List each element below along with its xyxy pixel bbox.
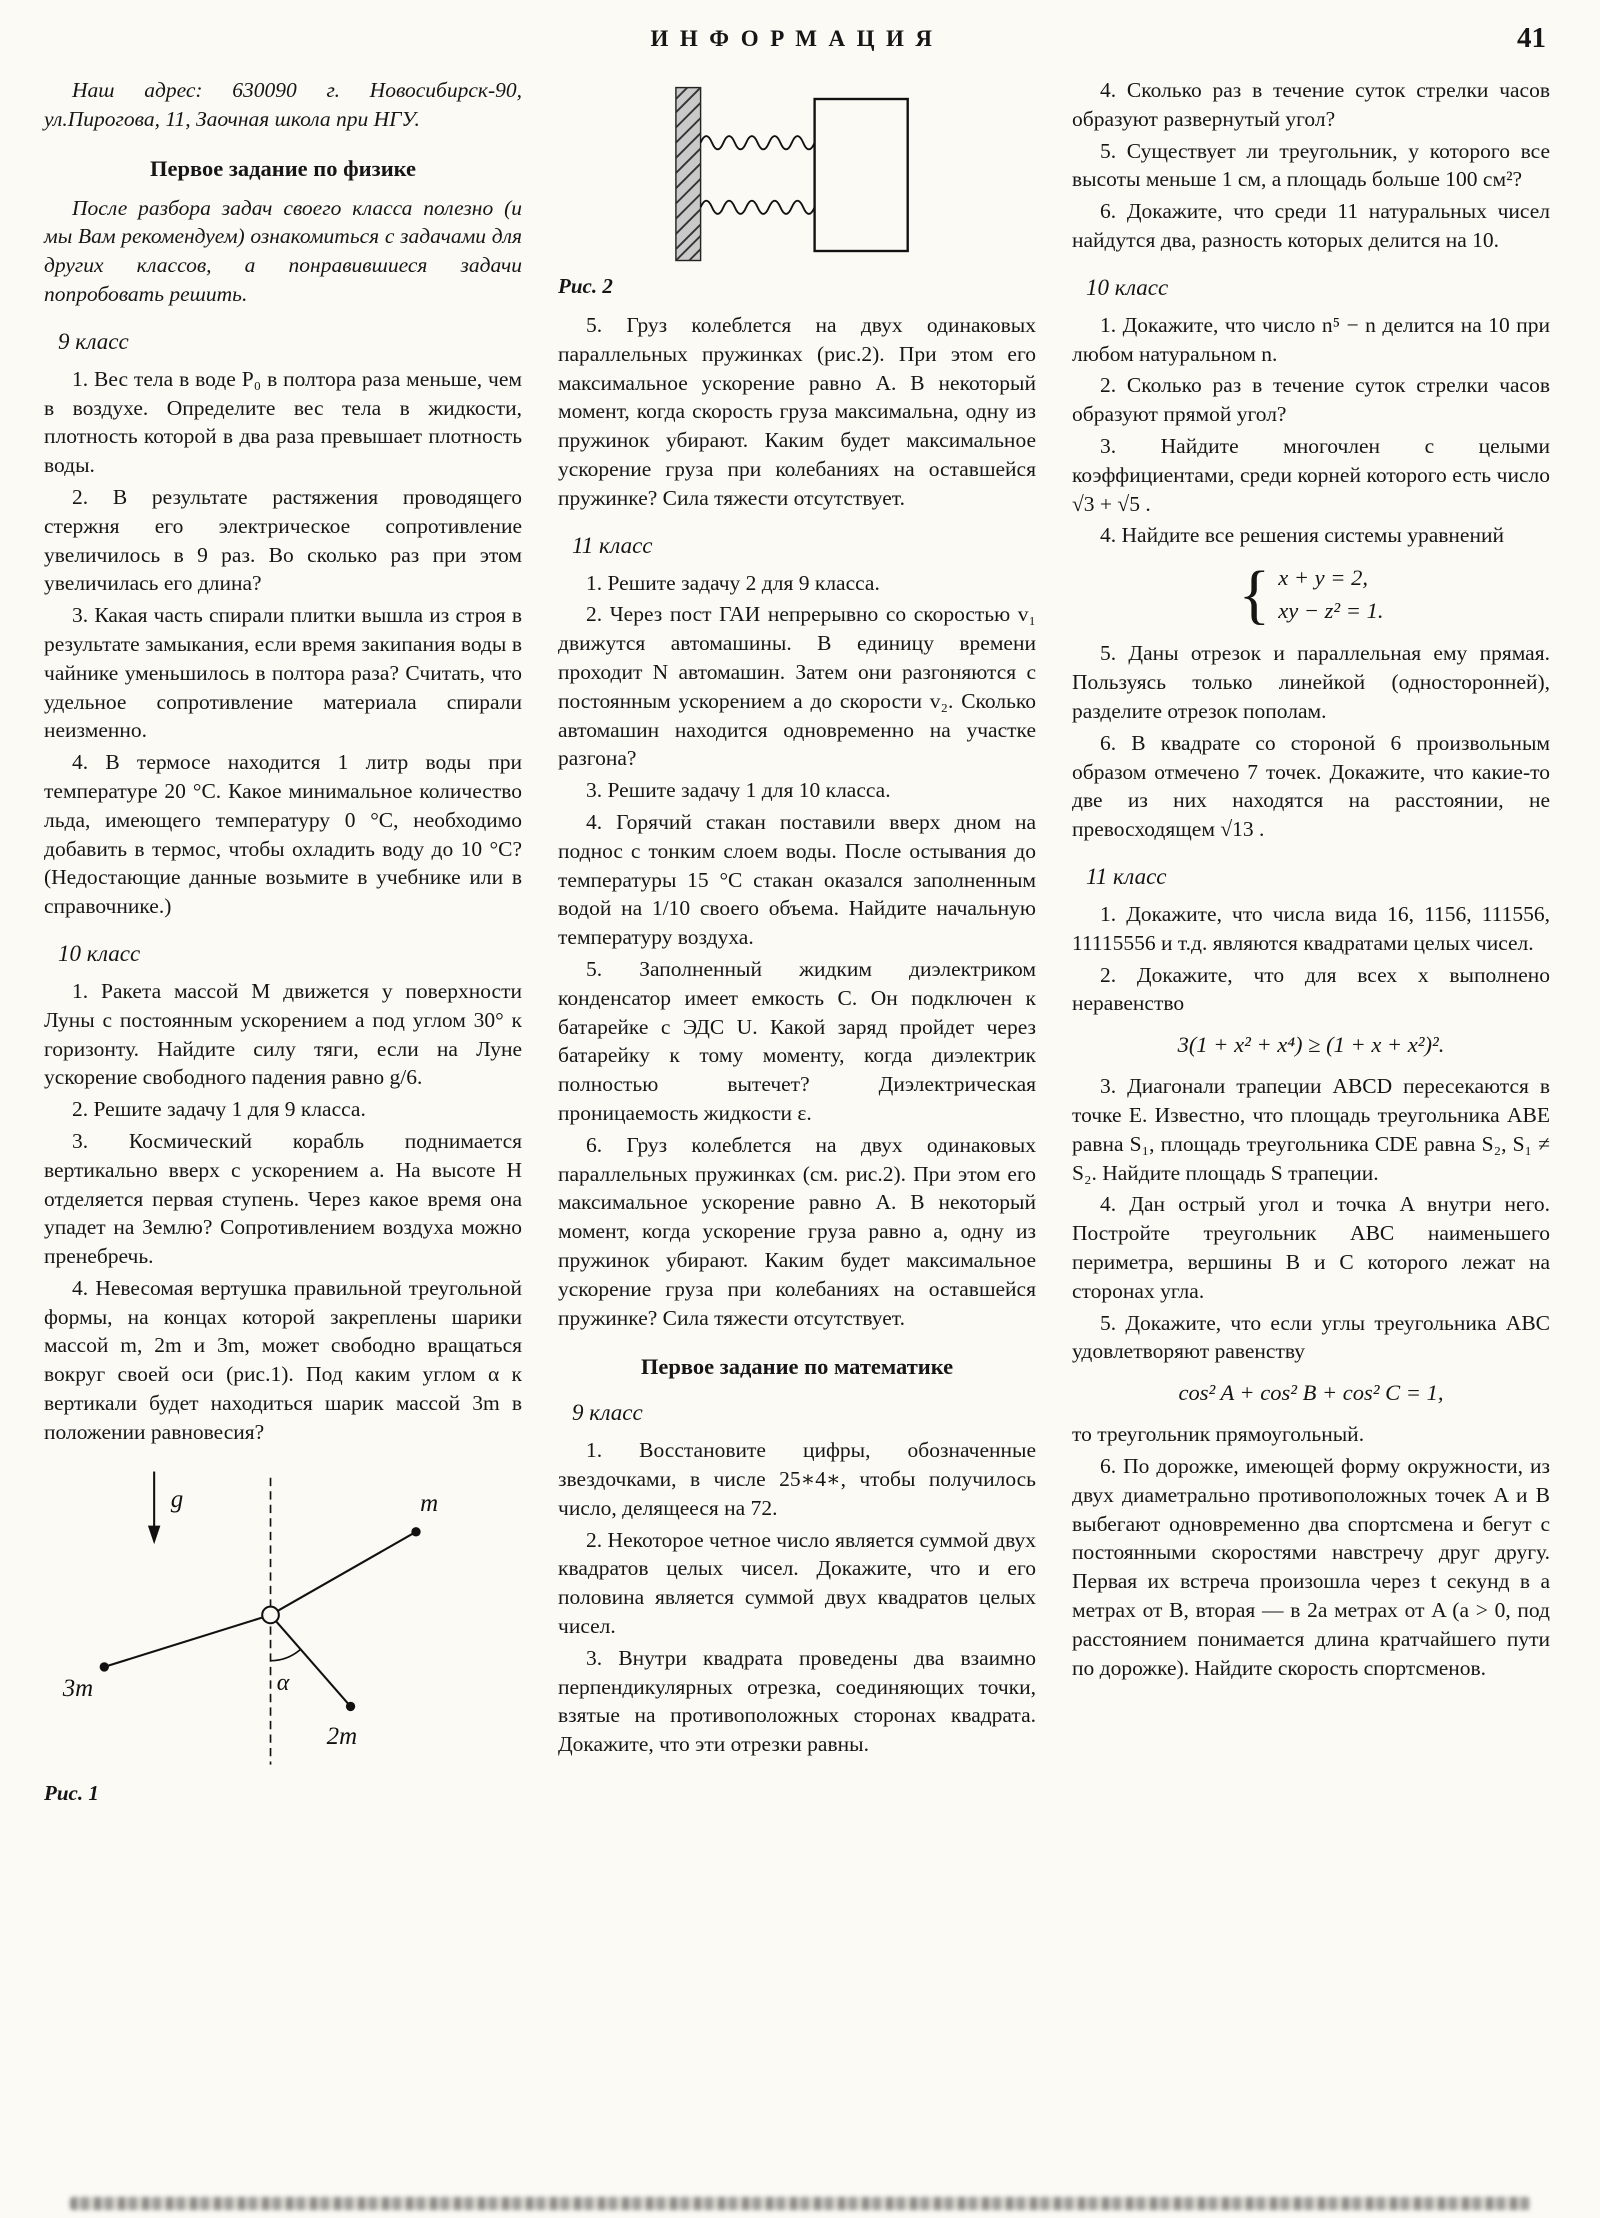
physics-g10-problem-4: 4. Невесомая вертушка правильной треугольной формы, на концах которой закреплены шарики массой m, 2m и 3m, может свободно вращаться вокруг своей оси (рис.1). Под каким углом α к вертикали будет находиться шарик массой 3m в положении равновесия? (44, 1275, 522, 1444)
math-g9-problem-1: 1. Восстановите цифры, обозначенные звездочками, в числе 25∗4∗, чтобы получилось число, делящееся на 72. (558, 1438, 1036, 1520)
physics-g11-problem-4: 4. Горячий стакан поставили вверх дном на поднос с тонким слоем воды. После остывания до температуры 15 °C стакан оказался заполненным водой на 1/10 своего объема. Найдите начальную температуру воздуха. (558, 809, 1036, 950)
math-g9-problem-2: 2. Некоторое четное число является суммой двух квадратов целых чисел. Докажите, что и его половина является суммой двух квадратов целых чисел. (558, 1527, 1036, 1639)
rods (104, 1531, 416, 1706)
physics-g10-problem-2: 2. Решите задачу 1 для 9 класса. (72, 1097, 366, 1122)
system-brace: { (1238, 558, 1271, 632)
column-3 (1072, 76, 1550, 1818)
fig1-label-2m: 2m (326, 1722, 358, 1750)
math-section-title: Первое задание по математике (640, 1354, 954, 1380)
mass-m-dot (411, 1527, 420, 1536)
page-header (44, 22, 1550, 72)
math-g10-problem-6: 6. В квадрате со стороной 6 произвольным образом отмечено 7 точек. Докажите, что какие-то две из них находятся на расстоянии, не превосходящем √13 . (1072, 730, 1550, 842)
system-equation-1: x + y = 2, (1278, 565, 1368, 591)
fig2-caption: Рис. 2 (558, 274, 613, 298)
column-1 (44, 76, 522, 1818)
physics-g9-problem-3: 3. Какая часть спирали плитки вышла из строя в результате замыкания, если время закипания воды в чайнике уменьшилось в полтора раза? Считать, что удельное сопротивление материала спирали неизменно. (44, 603, 522, 743)
math-g9-problem-4: 4. Сколько раз в течение суток стрелки часов образуют развернутый угол? (1072, 78, 1550, 131)
address-note: Наш адрес: 630090 г. Новосибирск-90, ул.Пирогова, 11, Заочная школа при НГУ. (44, 78, 522, 131)
figure-2 (558, 80, 1036, 299)
math-g11-problem-1: 1. Докажите, что числа вида 16, 1156, 111556, 11115556 и т.д. являются квадратами целых чисел. (1072, 901, 1550, 955)
intro-note: После разбора задач своего класса полезно (и мы Вам рекомендуем) ознакомиться с задачами для других классов, а понравившиеся задачи попробовать решить. (44, 195, 522, 306)
math-g11-problem-2-intro: 2. Докажите, что для всех x выполнено неравенство (1072, 962, 1550, 1016)
system-lines (1278, 562, 1383, 627)
fig1-label-g: g (170, 1485, 184, 1513)
physics-grade-9-heading: 9 класс (58, 328, 129, 354)
physics-g11-problem-5: 5. Заполненный жидким диэлектриком конденсатор имеет емкость C. Он подключен к батарейке с ЭДС U. Какой заряд пройдет через батарейку к тому моменту, когда диэлектрик полностью вытечет? Диэлектрическая проницаемость жидкости ε. (558, 956, 1036, 1125)
spinner-diagram (44, 1457, 522, 1779)
physics-grade-10-heading: 10 класс (58, 940, 141, 966)
mass-3m-dot (100, 1662, 109, 1671)
fig1-label-3m: 3m (62, 1674, 94, 1702)
physics-g11-problem-6: 6. Груз колеблется на двух одинаковых параллельных пружинках (см. рис.2). При этом его максимальное ускорение равно A. В некоторый момент, когда ускорение груза равно a, одну из пружинок убирают. Каким будет максимальное ускорение груза при колебаниях на оставшейся пружинке? Сила тяжести отсутствует. (558, 1132, 1036, 1330)
mass-block (814, 99, 907, 251)
physics-section-title: Первое задание по физике (149, 155, 417, 181)
equation-system (1072, 558, 1550, 632)
mass-2m-dot (346, 1701, 355, 1710)
wall (675, 88, 700, 261)
physics-g11-problem-3: 3. Решите задачу 1 для 10 класса. (586, 778, 891, 803)
page-header-title: ИНФОРМАЦИЯ (650, 26, 944, 51)
physics-grade-11-heading: 11 класс (572, 532, 653, 558)
figure-1 (44, 1457, 522, 1806)
spring-top-icon (700, 136, 814, 149)
math-g10-problem-2: 2. Сколько раз в течение суток стрелки часов образуют прямой угол? (1072, 373, 1550, 427)
math-g10-problem-4-intro: 4. Найдите все решения системы уравнений (1100, 523, 1504, 548)
math-g10-problem-1: 1. Докажите, что число n⁵ − n делится на 10 при любом натуральном n. (1072, 312, 1550, 366)
page-number: 41 (1517, 22, 1546, 54)
cosine-identity-formula: cos² A + cos² B + cos² C = 1, (1178, 1380, 1444, 1406)
math-g11-problem-5-intro: 5. Докажите, что если углы треугольника ABC удовлетворяют равенству (1072, 1310, 1550, 1364)
math-g11-problem-5-tail: то треугольник прямоугольный. (1072, 1422, 1365, 1447)
math-g10-problem-3: 3. Найдите многочлен с целыми коэффициентами, среди корней которого есть число √3 + √5 . (1072, 433, 1550, 516)
physics-g9-problem-1: 1. Вес тела в воде P₀ в полтора раза меньше, чем в воздухе. Определите вес тела в жидкости, плотность которой в два раза превышает плотность воды. (44, 366, 522, 478)
math-g11-problem-6: 6. По дорожке, имеющей форму окружности, из двух диаметрально противоположных точек A и B выбегают одновременно два спортсмена и бегут с постоянными скоростями навстречу друг другу. Первая их встреча произошла через t секунд в a метрах от B, вторая — в 2a метрах от A (a > 0, под расстоянием понимается длина кратчайшего пути по дорожке). Найдите скорость спортсменов. (1072, 1453, 1550, 1680)
inequality-formula: 3(1 + x² + x⁴) ≥ (1 + x + x²)². (1177, 1032, 1445, 1058)
fig1-caption: Рис. 1 (44, 1780, 99, 1805)
physics-g9-problem-4: 4. В термосе находится 1 литр воды при температуре 20 °C. Какое минимальное количество льда, имеющего температуру 0 °C, необходимо добавить в термос, чтобы охладить воду до 10 °C? (Недостающие данные возьмите в учебнике или в справочнике.) (44, 750, 522, 919)
physics-g10-problem-3: 3. Космический корабль поднимается вертикально вверх с ускорением a. На высоте H отделяется первая ступень. Через какое время она упадет на Землю? Сопротивлением воздуха можно пренебречь. (44, 1128, 522, 1269)
math-grade-9-heading: 9 класс (572, 1400, 643, 1426)
column-2 (558, 76, 1036, 1818)
physics-g10-problem-5: 5. Груз колеблется на двух одинаковых параллельных пружинках (рис.2). При этом его максимальное ускорение равно A. В некоторый момент, когда скорость груза максимальна, одну из пружинок убирают. Каким будет максимальное ускорение груза при колебаниях на оставшейся пружинке? Сила тяжести отсутствует. (558, 313, 1036, 510)
math-g11-problem-4: 4. Дан острый угол и точка A внутри него. Постройте треугольник ABC наименьшего периметра, вершины B и C которого лежат на сторонах угла. (1072, 1192, 1550, 1303)
spring-bottom-icon (700, 201, 814, 214)
math-grade-10-heading: 10 класс (1086, 274, 1169, 300)
cut-off-bottom-text (70, 2197, 1530, 2210)
gravity-arrow-icon (148, 1471, 160, 1544)
math-g10-problem-5: 5. Даны отрезок и параллельная ему прямая. Пользуясь только линейкой (односторонней), разделите отрезок пополам. (1072, 641, 1550, 723)
physics-g11-problem-1: 1. Решите задачу 2 для 9 класса. (586, 570, 880, 595)
angle-arc (271, 1649, 301, 1660)
math-g11-problem-3: 3. Диагонали трапеции ABCD пересекаются в точке E. Известно, что площадь треугольника ABE равна S₁, площадь треугольника CDE равна S₂, S₁ ≠ S₂. Найдите площадь S трапеции. (1072, 1074, 1550, 1185)
math-g9-problem-6: 6. Докажите, что среди 11 натуральных чисел найдутся два, разность которых делится на 10. (1072, 199, 1550, 252)
spring-block-diagram (655, 80, 940, 270)
math-g9-problem-5: 5. Существует ли треугольник, у которого все высоты меньше 1 см, а площадь больше 100 см²? (1072, 138, 1550, 192)
physics-g11-problem-2: 2. Через пост ГАИ непрерывно со скоростью v₁ движутся автомашины. В единицу времени проходит N автомашин. Затем они разгоняются с постоянным ускорением a до скорости v₂. Сколько автомашин находится одновременно на участке разгона? (558, 602, 1036, 771)
fig1-label-m: m (420, 1489, 439, 1517)
fig1-label-alpha: α (276, 1669, 290, 1696)
content-columns (44, 76, 1550, 1818)
physics-g9-problem-2: 2. В результате растяжения проводящего стержня его электрическое сопротивление увеличилось в 9 раз. Во сколько раз при этом увеличилась его длина? (44, 484, 522, 596)
math-g9-problem-3: 3. Внутри квадрата проведены два взаимно перпендикулярных отрезка, соединяющих точки, взятые на противоположных сторонах квадрата. Докажите, что эти отрезки равны. (558, 1645, 1036, 1757)
system-equation-2: xy − z² = 1. (1278, 597, 1384, 623)
physics-g10-problem-1: 1. Ракета массой M движется у поверхности Луны с постоянным ускорением a под углом 30° к горизонту. Найдите силу тяги, если на Луне ускорение свободного падения равно g/6. (44, 978, 522, 1090)
pivot-circle (262, 1606, 279, 1623)
math-grade-11-heading: 11 класс (1086, 863, 1167, 889)
